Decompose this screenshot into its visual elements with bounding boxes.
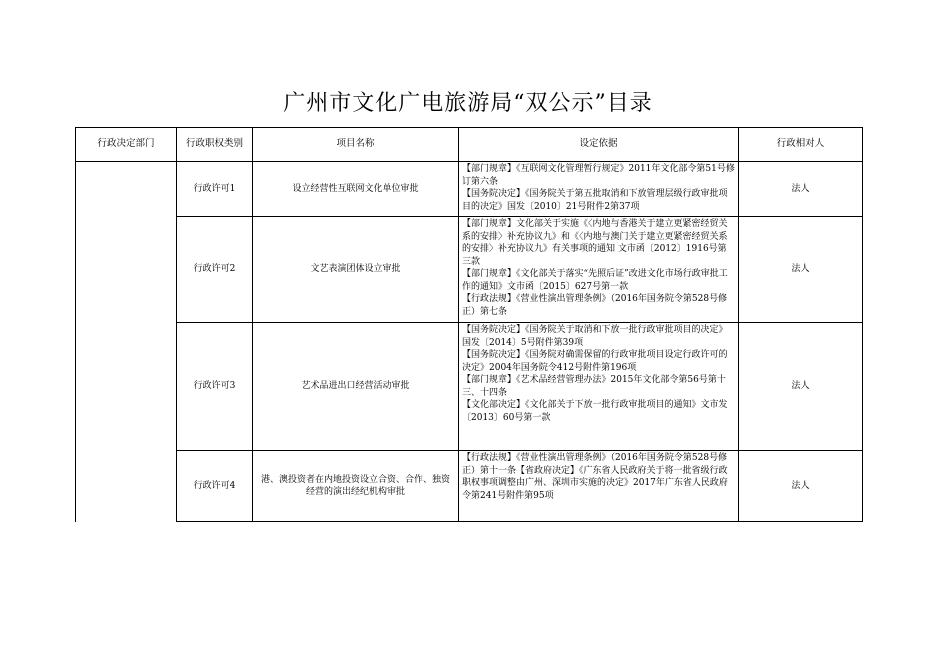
table-row: [76, 323, 863, 451]
header-department: 行政决定部门: [76, 128, 177, 162]
item-name-cell: 文艺表演团体设立审批: [253, 217, 459, 323]
basis-line: 【行政法规】《营业性演出管理条例》（2016年国务院令第528号修正）第七条: [462, 294, 728, 317]
legal-basis-cell: [459, 323, 739, 451]
department-cell: [76, 162, 177, 522]
page-title: 广州市文化广电旅游局“双公示”目录: [283, 91, 653, 116]
category-cell: 行政许可2: [177, 217, 253, 323]
header-legal-basis: 设定依据: [459, 128, 739, 162]
item-name-cell: 艺术品进出口经营活动审批: [253, 323, 459, 451]
table-row: [76, 451, 863, 522]
header-category: 行政职权类别: [177, 128, 253, 162]
legal-basis-cell: [459, 217, 739, 323]
table-row: [76, 162, 863, 217]
directory-table: [75, 127, 863, 522]
item-name-cell: 港、澳投资者在内地投资设立合资、合作、独资经营的演出经纪机构审批: [253, 451, 459, 522]
basis-line: 【国务院决定】《国务院关于第五批取消和下放管理层级行政审批项目的决定》国发〔2010〕21号附件2第37项: [462, 189, 728, 212]
basis-line: 【部门规章】《文化部关于落实“先照后证”改进文化市场行政审批工作的通知》文市函〔2015〕627号第一款: [462, 269, 728, 292]
table-header-row: [76, 128, 863, 162]
basis-line: 【行政法规】《营业性演出管理条例》（2016年国务院令第528号修正）第十一条【省政府决定】《广东省人民政府关于将一批省级行政职权事项调整由广州、深圳市实施的决定》2017年广东省人民政府令第241号附件第95项: [462, 453, 728, 501]
basis-line: 【部门规章】《互联网文化管理暂行规定》2011年文化部令第51号修订第六条: [462, 164, 735, 187]
counterparty-cell: 法人: [739, 162, 863, 217]
header-item-name: 项目名称: [253, 128, 459, 162]
counterparty-cell: 法人: [739, 217, 863, 323]
basis-line: 【国务院决定】《国务院对确需保留的行政审批项目设定行政许可的决定》2004年国务院令412号附件第196项: [462, 350, 728, 373]
basis-line: 【文化部决定】《文化部关于下放一批行政审批项目的通知》文市发〔2013〕60号第一款: [462, 400, 728, 423]
legal-basis-cell: [459, 162, 739, 217]
basis-line: 【部门规章】《艺术品经营管理办法》2015年文化部令第56号第十三、十四条: [462, 375, 726, 398]
counterparty-cell: 法人: [739, 451, 863, 522]
basis-line: 【国务院决定】《国务院关于取消和下放一批行政审批项目的决定》国发〔2014〕5号附件第39项: [462, 325, 728, 348]
counterparty-cell: 法人: [739, 323, 863, 451]
category-cell: 行政许可4: [177, 451, 253, 522]
category-cell: 行政许可1: [177, 162, 253, 217]
item-name-cell: 设立经营性互联网文化单位审批: [253, 162, 459, 217]
basis-line: 【部门规章】文化部关于实施《〈内地与香港关于建立更紧密经贸关系的安排〉补充协议九》和《〈内地与澳门关于建立更紧密经贸关系的安排〉补充协议九》有关事项的通知 文市函〔2012〕1916号第三款: [462, 219, 728, 267]
header-counterparty: 行政相对人: [739, 128, 863, 162]
table-row: [76, 217, 863, 323]
legal-basis-cell: [459, 451, 739, 522]
category-cell: 行政许可3: [177, 323, 253, 451]
